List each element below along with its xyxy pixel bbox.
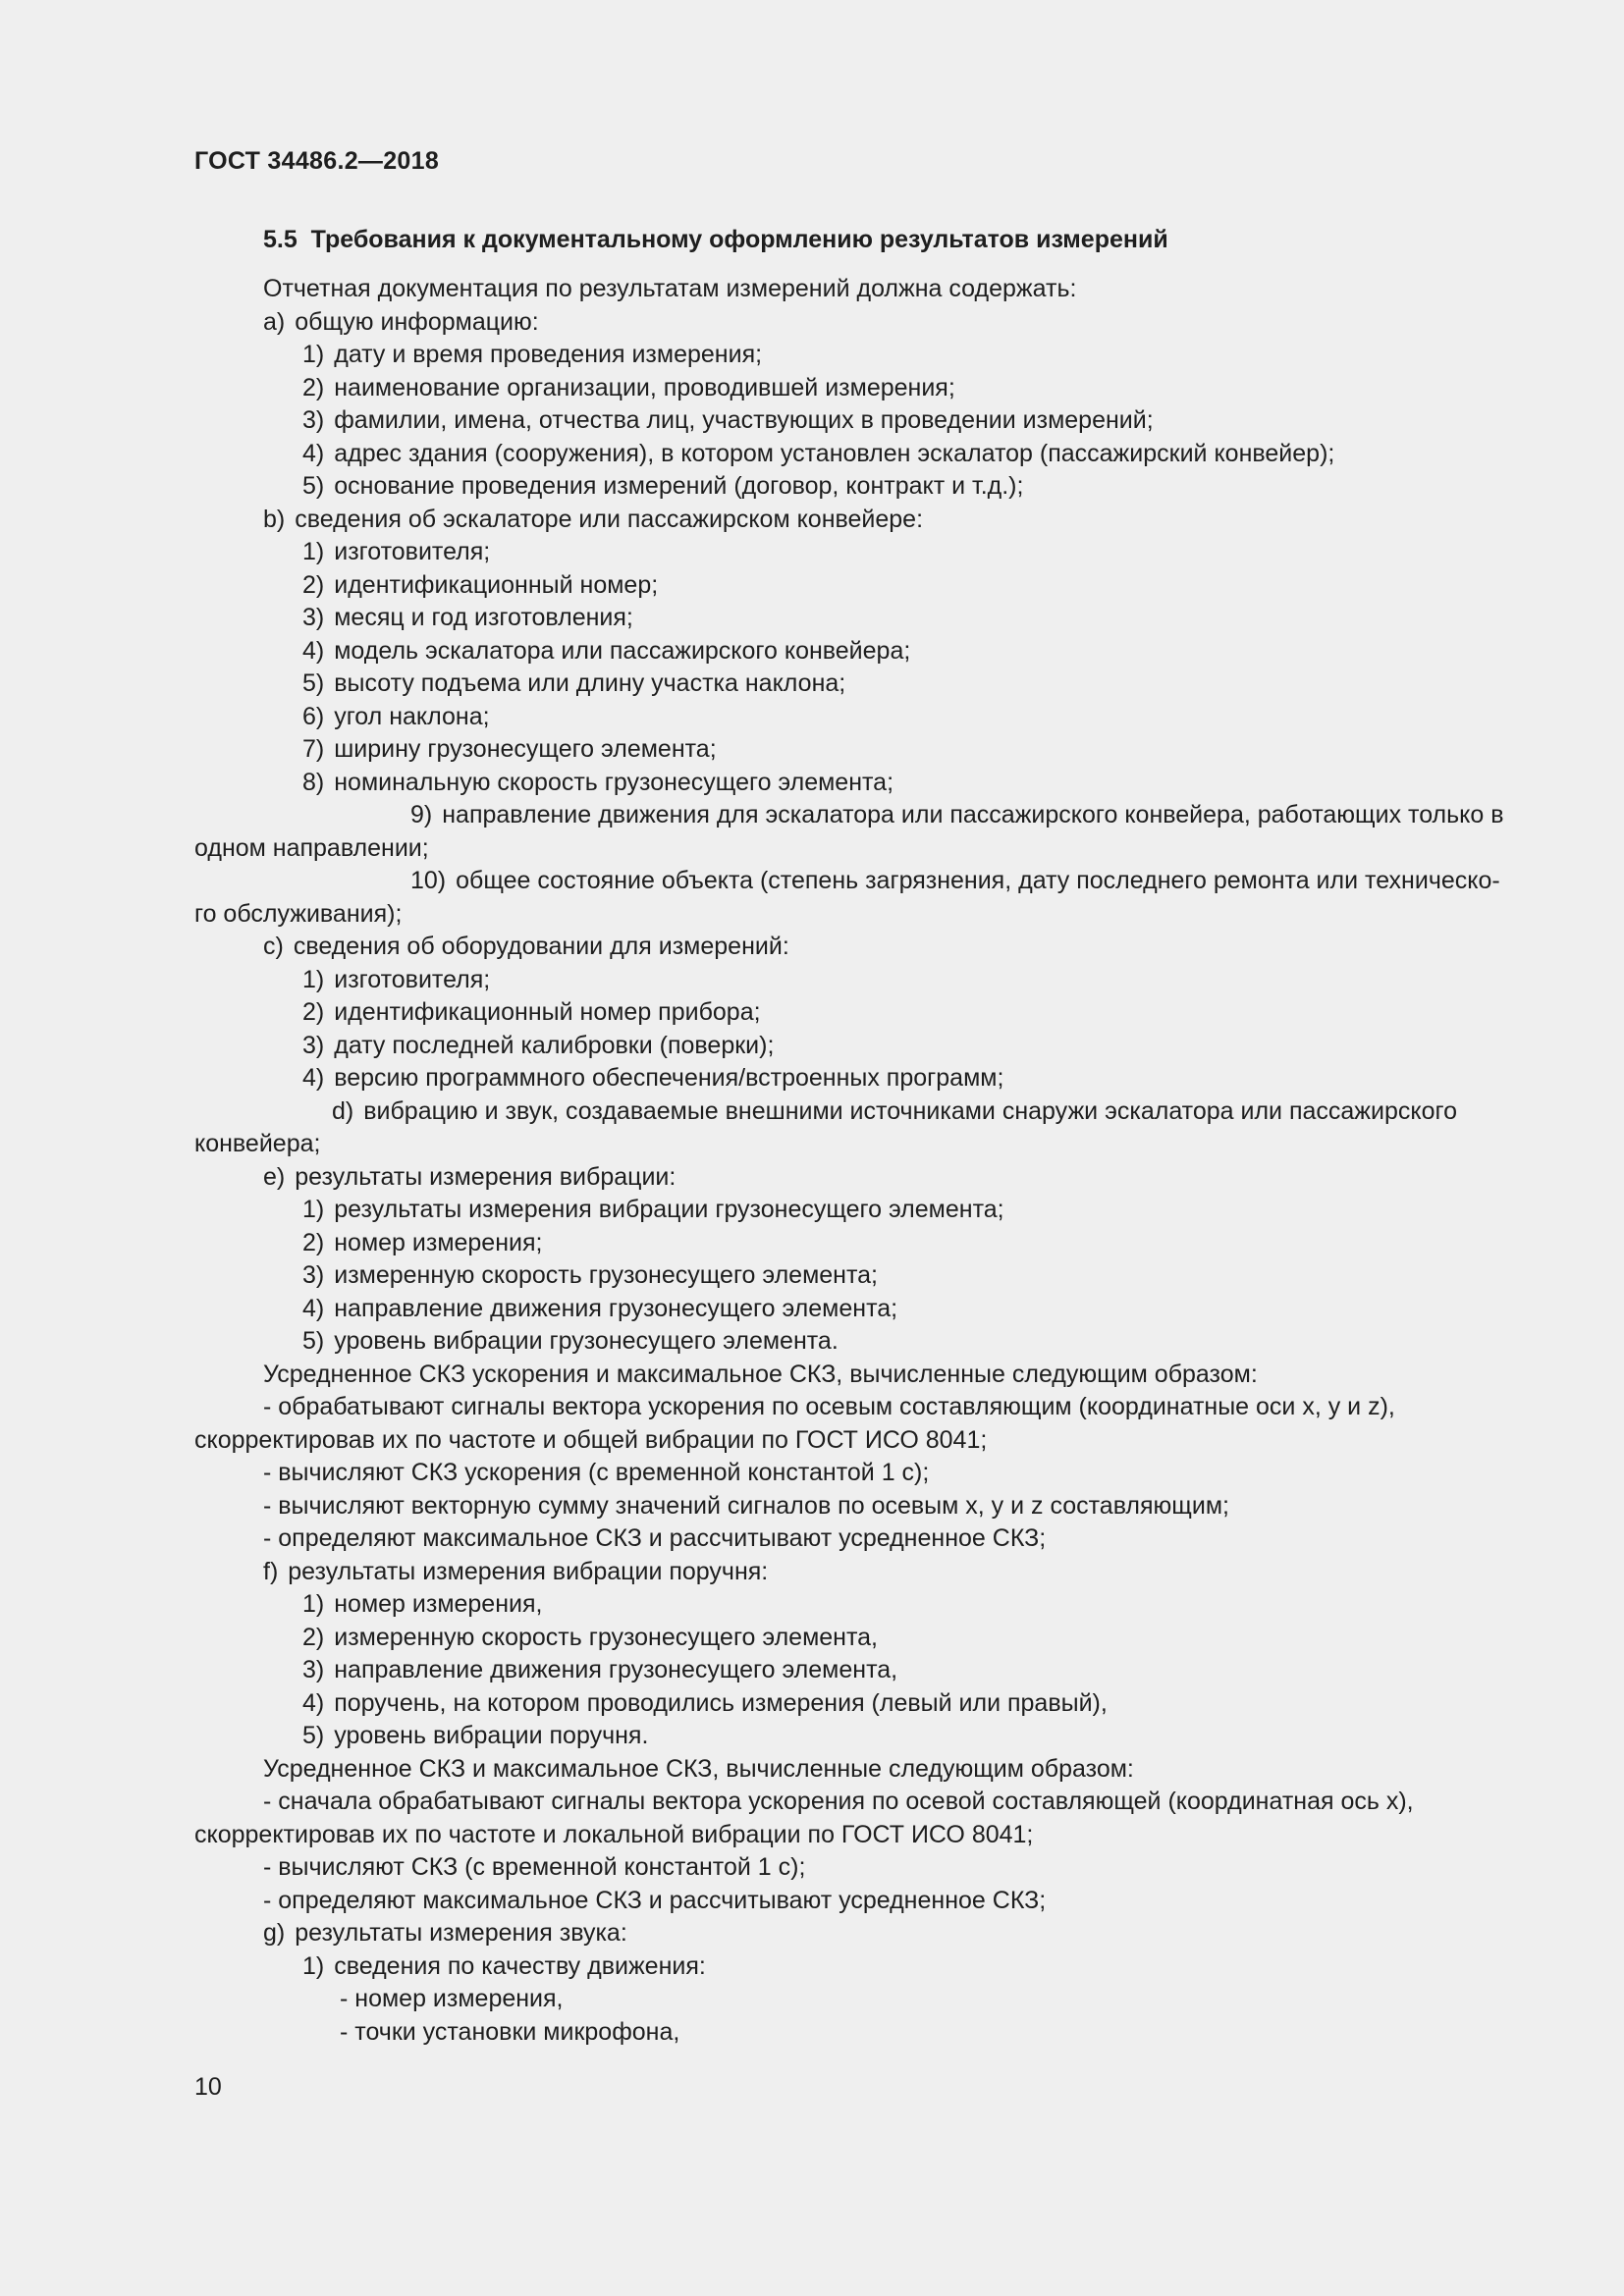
document-line — [194, 339, 1508, 372]
document-line — [194, 1786, 1508, 1851]
section-number: 5.5 — [263, 226, 298, 253]
line-text: - обрабатывают сигналы вектора ускорения по осевым составляющим (координатные оси x, y и z), скорректировав их по частоте и общей вибрации по ГОСТ ИСО 8041; — [194, 1393, 1395, 1454]
document-line — [194, 865, 1508, 931]
document-line — [194, 1490, 1508, 1523]
list-marker: 2) — [302, 1228, 325, 1256]
line-text: месяц и год изготовления; — [334, 604, 633, 631]
document-line — [194, 372, 1508, 405]
list-marker: 4) — [302, 636, 325, 665]
line-text: общую информацию: — [295, 307, 539, 336]
document-line — [194, 1259, 1508, 1293]
line-text: дату и время проведения измерения; — [334, 341, 763, 368]
document-line — [194, 1359, 1508, 1392]
document-line — [194, 1457, 1508, 1490]
line-text: - сначала обрабатывают сигналы вектора ускорения по осевой составляющей (координатная ось x), скорректировав их по частоте и локальной вибрации по ГОСТ ИСО 8041; — [194, 1788, 1414, 1848]
document-line — [194, 2016, 1508, 2050]
document-line — [194, 1095, 1508, 1161]
list-marker: 4) — [302, 1688, 325, 1717]
line-text: - вычисляют СКЗ ускорения (с временной константой 1 с); — [263, 1459, 930, 1486]
line-text: вибрацию и звук, создаваемые внешними источниками снаружи эскалатора или пассажирского конвейера; — [194, 1096, 1457, 1157]
document-line — [194, 438, 1508, 471]
line-text: - определяют максимальное СКЗ и рассчитывают усредненное СКЗ; — [263, 1886, 1047, 1914]
document-line — [194, 1522, 1508, 1556]
section-title-text: Требования к документальному оформлению результатов измерений — [310, 226, 1168, 253]
list-marker: 9) — [410, 801, 433, 828]
document-line — [194, 1654, 1508, 1687]
document-line — [194, 504, 1508, 537]
list-marker: 3) — [302, 406, 325, 434]
list-marker: 1) — [302, 1951, 325, 1980]
list-marker: 7) — [302, 735, 325, 763]
document-line — [194, 1917, 1508, 1950]
line-text: - вычисляют векторную сумму значений сигналов по осевым x, y и z составляющим; — [263, 1491, 1229, 1520]
list-marker: g) — [263, 1919, 286, 1947]
list-marker: 3) — [302, 1656, 325, 1683]
document-line — [194, 996, 1508, 1030]
line-text: наименование организации, проводившей измерения; — [334, 373, 955, 401]
line-text: высоту подъема или длину участка наклона; — [334, 669, 846, 697]
document-line — [194, 536, 1508, 569]
line-text: результаты измерения звука: — [295, 1919, 627, 1947]
line-text: сведения об оборудовании для измерений: — [293, 933, 789, 960]
page-number: 10 — [194, 2073, 222, 2101]
document-line — [194, 767, 1508, 800]
line-text: основание проведения измерений (договор, контракт и т.д.); — [334, 472, 1024, 500]
list-marker: 4) — [302, 1064, 325, 1092]
document-line — [194, 1851, 1508, 1885]
document-line — [194, 306, 1508, 340]
line-text: ширину грузонесущего элемента; — [334, 735, 717, 763]
document-line — [194, 1293, 1508, 1326]
line-text: угол наклона; — [334, 702, 490, 730]
list-marker: 4) — [302, 439, 325, 467]
document-line — [194, 799, 1508, 865]
line-text: - номер измерения, — [340, 1985, 564, 2012]
list-marker: 5) — [302, 669, 325, 697]
document-line — [194, 1588, 1508, 1622]
line-text: результаты измерения вибрации грузонесущего элемента; — [334, 1196, 1004, 1223]
document-line — [194, 701, 1508, 734]
list-marker: 2) — [302, 1623, 325, 1651]
line-text: общее состояние объекта (степень загрязнения, дату последнего ремонта или техническо-го обслуживания); — [194, 867, 1500, 928]
line-text: дату последней калибровки (поверки); — [334, 1031, 775, 1059]
document-line — [194, 1720, 1508, 1753]
line-text: уровень вибрации поручня. — [334, 1722, 649, 1749]
section-title — [263, 226, 1168, 254]
list-marker: 5) — [302, 1722, 325, 1749]
line-text: сведения об эскалаторе или пассажирском конвейере: — [295, 505, 924, 533]
document-line — [194, 1950, 1508, 1984]
line-text: направление движения грузонесущего элемента; — [334, 1294, 898, 1322]
line-text: номинальную скорость грузонесущего элемента; — [334, 768, 894, 796]
document-line — [194, 602, 1508, 635]
line-text: - вычисляют СКЗ (с временной константой 1 с); — [263, 1853, 806, 1881]
document-line — [194, 733, 1508, 767]
list-marker: e) — [263, 1162, 286, 1191]
document-line — [194, 1030, 1508, 1063]
document-line — [194, 470, 1508, 504]
list-marker: 3) — [302, 604, 325, 631]
list-marker: b) — [263, 505, 286, 533]
list-marker: 3) — [302, 1031, 325, 1059]
document-line — [194, 635, 1508, 668]
line-text: результаты измерения вибрации: — [295, 1162, 677, 1191]
document-line — [194, 931, 1508, 964]
document-body — [194, 273, 1508, 2049]
line-text: измеренную скорость грузонесущего элемента, — [334, 1623, 878, 1651]
list-marker: 6) — [302, 702, 325, 730]
list-marker: 1) — [302, 538, 325, 565]
list-marker: d) — [332, 1096, 354, 1125]
list-marker: 1) — [302, 965, 325, 993]
line-text: направление движения для эскалатора или пассажирского конвейера, работающих только в одном направлении; — [194, 801, 1504, 862]
line-text: фамилии, имена, отчества лиц, участвующих в проведении измерений; — [334, 406, 1154, 434]
line-text: версию программного обеспечения/встроенных программ; — [334, 1064, 1004, 1092]
document-line — [194, 1194, 1508, 1227]
document-line — [194, 1161, 1508, 1195]
list-marker: 2) — [302, 998, 325, 1026]
document-line — [194, 1622, 1508, 1655]
document-line — [194, 273, 1508, 306]
line-text: Усредненное СКЗ и максимальное СКЗ, вычисленные следующим образом: — [263, 1754, 1134, 1783]
list-marker: 1) — [302, 341, 325, 368]
list-marker: 4) — [302, 1294, 325, 1322]
list-marker: a) — [263, 307, 286, 336]
line-text: номер измерения; — [334, 1228, 543, 1256]
document-line — [194, 569, 1508, 603]
line-text: модель эскалатора или пассажирского конвейера; — [334, 636, 911, 665]
list-marker: 1) — [302, 1590, 325, 1618]
line-text: идентификационный номер прибора; — [334, 998, 761, 1026]
line-text: результаты измерения вибрации поручня: — [288, 1557, 769, 1585]
document-line — [194, 1556, 1508, 1589]
line-text: - точки установки микрофона, — [340, 2017, 680, 2046]
document-line — [194, 404, 1508, 438]
line-text: изготовителя; — [334, 965, 491, 993]
list-marker: 2) — [302, 373, 325, 401]
list-marker: c) — [263, 933, 284, 960]
list-marker: 5) — [302, 1327, 325, 1355]
line-text: Отчетная документация по результатам измерений должна содержать: — [263, 275, 1077, 302]
line-text: сведения по качеству движения: — [334, 1951, 706, 1980]
line-text: направление движения грузонесущего элемента, — [334, 1656, 898, 1683]
document-line — [194, 1983, 1508, 2016]
document-line — [194, 1885, 1508, 1918]
line-text: измеренную скорость грузонесущего элемента; — [334, 1261, 878, 1289]
line-text: изготовителя; — [334, 538, 491, 565]
document-line — [194, 1687, 1508, 1721]
document-line — [194, 1753, 1508, 1787]
document-line — [194, 1227, 1508, 1260]
list-marker: 1) — [302, 1196, 325, 1223]
line-text: - определяют максимальное СКЗ и рассчитывают усредненное СКЗ; — [263, 1524, 1047, 1552]
document-code: ГОСТ 34486.2—2018 — [194, 147, 440, 175]
list-marker: 8) — [302, 768, 325, 796]
line-text: номер измерения, — [334, 1590, 543, 1618]
list-marker: f) — [263, 1557, 279, 1585]
line-text: адрес здания (сооружения), в котором установлен эскалатор (пассажирский конвейер); — [334, 439, 1335, 467]
line-text: поручень, на котором проводились измерения (левый или правый), — [334, 1688, 1108, 1717]
list-marker: 3) — [302, 1261, 325, 1289]
list-marker: 5) — [302, 472, 325, 500]
line-text: уровень вибрации грузонесущего элемента. — [334, 1327, 839, 1355]
document-line — [194, 964, 1508, 997]
line-text: Усредненное СКЗ ускорения и максимальное СКЗ, вычисленные следующим образом: — [263, 1360, 1258, 1388]
document-line — [194, 1325, 1508, 1359]
list-marker: 10) — [410, 867, 447, 894]
document-line — [194, 1391, 1508, 1457]
list-marker: 2) — [302, 570, 325, 599]
document-line — [194, 1062, 1508, 1095]
line-text: идентификационный номер; — [334, 570, 659, 599]
document-line — [194, 667, 1508, 701]
